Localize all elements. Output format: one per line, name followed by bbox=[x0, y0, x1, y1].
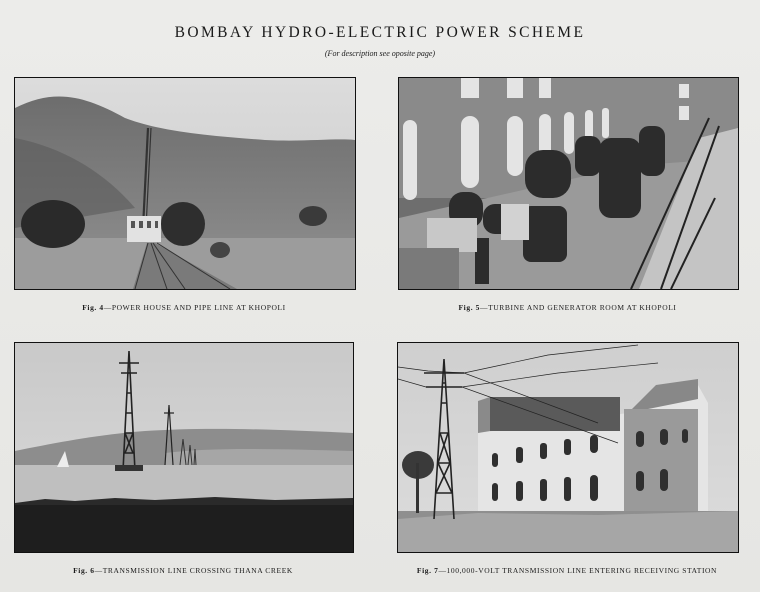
figure-number: Fig. 7 bbox=[416, 566, 439, 575]
caption-fig-4 bbox=[14, 303, 354, 312]
photo-power-house bbox=[14, 77, 356, 290]
page-title: BOMBAY HYDRO-ELECTRIC POWER SCHEME bbox=[174, 24, 586, 41]
figure-number: Fig. 5 bbox=[458, 303, 480, 312]
figure-caption: —TRANSMISSION LINE CROSSING THANA CREEK bbox=[94, 566, 293, 575]
caption-fig-6 bbox=[14, 566, 352, 575]
figure-caption: —100,000-VOLT TRANSMISSION LINE ENTERING RECEIVING STATION bbox=[438, 566, 718, 575]
page-subtitle: (For description see oposite page) bbox=[324, 49, 436, 58]
photo-receiving-station bbox=[397, 342, 739, 553]
figure-number: Fig. 6 bbox=[73, 566, 95, 575]
figure-caption: —POWER HOUSE AND PIPE LINE AT KHOPOLI bbox=[103, 303, 286, 312]
figure-number: Fig. 4 bbox=[82, 303, 104, 312]
photo-turbine-room bbox=[398, 77, 739, 290]
caption-fig-5 bbox=[398, 303, 737, 312]
photo-thana-creek bbox=[14, 342, 354, 553]
caption-fig-7 bbox=[397, 566, 737, 575]
figure-caption: —TURBINE AND GENERATOR ROOM AT KHOPOLI bbox=[480, 303, 677, 312]
